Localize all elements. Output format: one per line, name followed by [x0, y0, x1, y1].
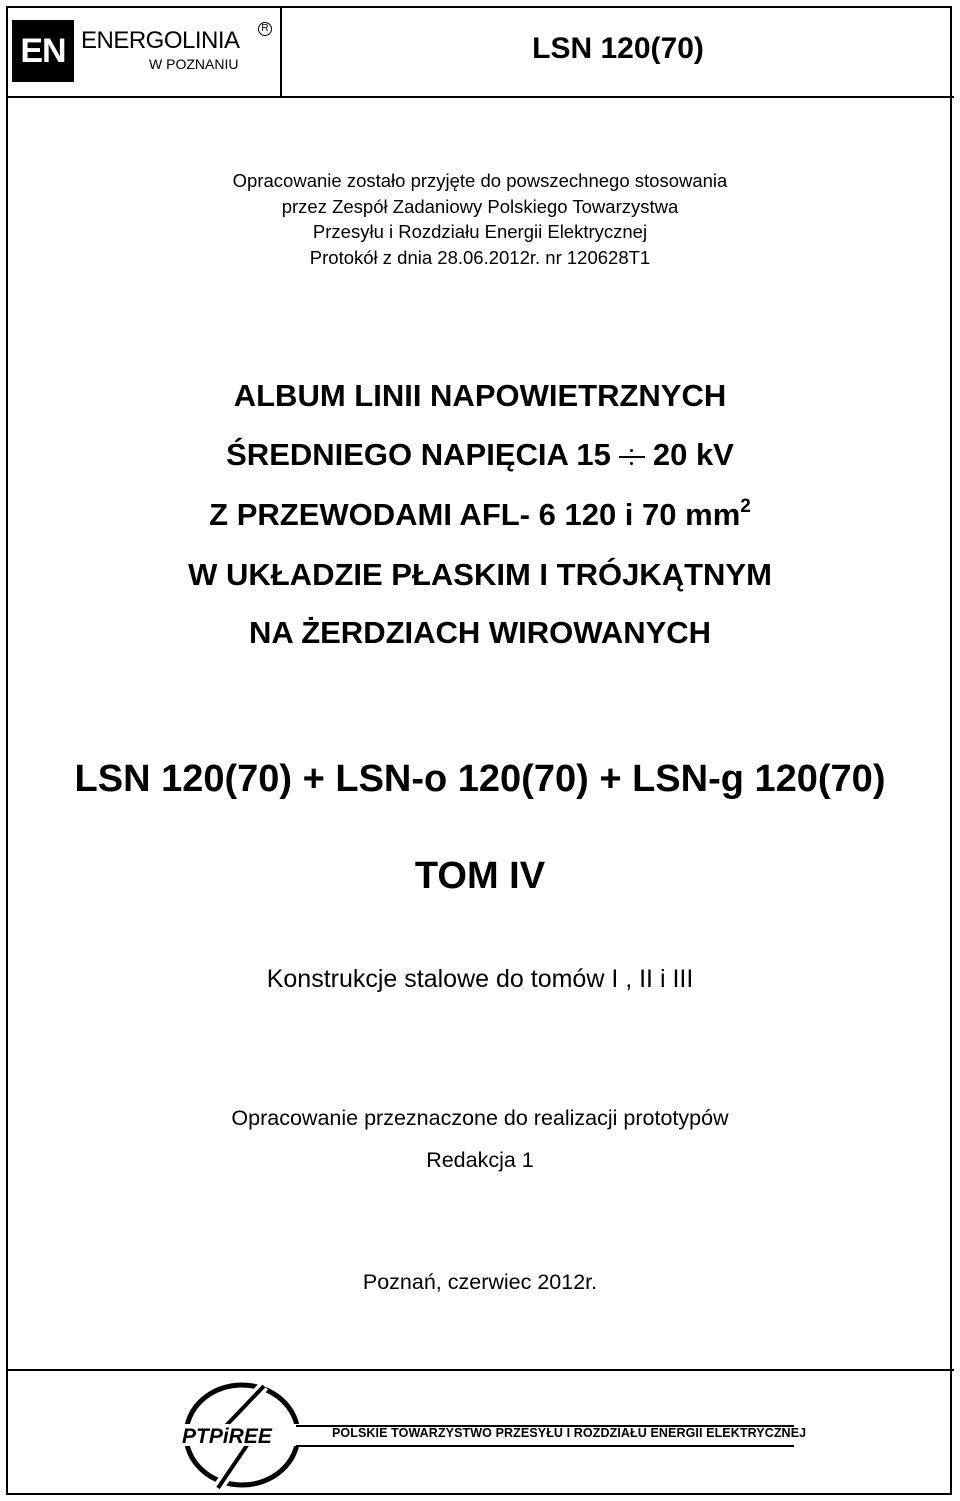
division-sign-icon	[615, 447, 649, 467]
place-date: Poznań, czerwiec 2012r.	[362, 1270, 598, 1294]
footer-divider	[6, 1369, 954, 1371]
title-line-2-a: ŚREDNIEGO NAPIĘCIA 15	[226, 437, 611, 472]
energolinia-logo-mark: EN	[12, 20, 74, 82]
registered-mark: R	[258, 22, 272, 36]
title-line-3-text: Z PRZEWODAMI AFL- 6 120 i 70 mm	[209, 497, 741, 532]
header-divider	[6, 96, 954, 98]
document-code: LSN 120(70)	[532, 32, 704, 65]
approval-note	[0, 168, 960, 270]
approval-line-4: Protokół z dnia 28.06.2012r. nr 120628T1	[309, 246, 651, 268]
ptpiree-full-name: POLSKIE TOWARZYSTWO PRZESYŁU I ROZDZIAŁU ENERGII ELEKTRYCZNEJ	[332, 1426, 807, 1440]
approval-line-1: Opracowanie zostało przyjęte do powszechnego stosowania	[232, 170, 728, 191]
subtitle: Konstrukcje stalowe do tomów I , II i III	[266, 965, 694, 993]
title-line-2-b: 20 kV	[652, 437, 734, 472]
title-line-1: ALBUM LINII NAPOWIETRZNYCH	[233, 378, 727, 413]
energolinia-logo-sub: W POZNANIU	[149, 56, 239, 72]
footer-rule-bottom	[296, 1445, 794, 1447]
title-line-3	[0, 497, 960, 533]
approval-line-2: przez Zespół Zadaniowy Polskiego Towarzystwa	[281, 195, 679, 217]
purpose-line: Opracowanie przeznaczone do realizacji prototypów	[231, 1106, 729, 1130]
title-line-2	[0, 437, 960, 473]
energolinia-logo-name: ENERGOLINIA	[81, 27, 240, 54]
title-line-5: NA ŻERDZIACH WIROWANYCH	[248, 615, 712, 650]
series-line: LSN 120(70) + LSN-o 120(70) + LSN-g 120(70)	[74, 758, 886, 800]
approval-line-3: Przesyłu i Rozdziału Energii Elektrycznej	[312, 221, 648, 242]
title-line-3-sup: 2	[740, 495, 751, 517]
ptpiree-logo	[160, 1380, 310, 1490]
edition-line: Redakcja 1	[426, 1148, 534, 1172]
title-line-4: W UKŁADZIE PŁASKIM I TRÓJKĄTNYM	[188, 557, 772, 592]
ptpiree-logo-text: PTPiREE	[182, 1425, 272, 1448]
volume-label: TOM IV	[414, 855, 546, 897]
